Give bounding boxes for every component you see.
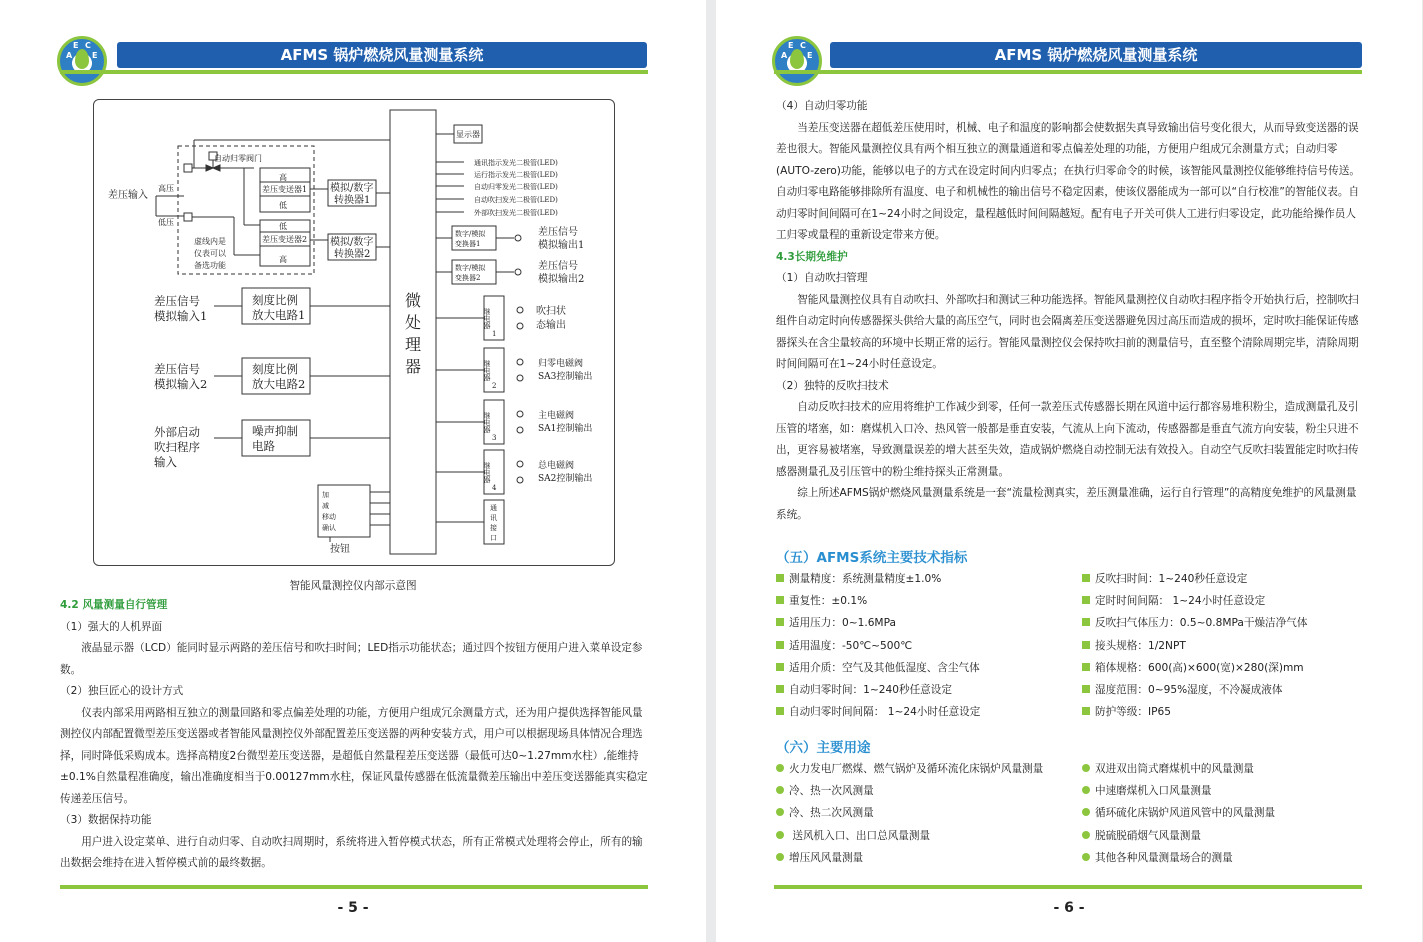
header-band: AFMS 锅炉燃烧风量测量系统 — [117, 42, 647, 68]
svg-text:模拟输出1: 模拟输出1 — [538, 240, 585, 251]
list-item: 冷、热一次风测量 — [776, 780, 1043, 802]
diagram-caption: 智能风量测控仪内部示意图 — [289, 580, 417, 592]
list-item: 定时时间间隔： 1~24小时任意设定 — [1082, 590, 1307, 612]
svg-text:外部启动: 外部启动 — [154, 425, 200, 439]
svg-text:差压信号: 差压信号 — [538, 261, 578, 272]
aece-logo: A E C E — [772, 36, 822, 86]
cpu-label: 微 — [405, 291, 422, 310]
svg-text:通讯指示发光二极管(LED): 通讯指示发光二极管(LED) — [474, 159, 558, 167]
svg-text:数字/模拟: 数字/模拟 — [455, 230, 486, 238]
svg-text:刻度比例: 刻度比例 — [252, 362, 298, 376]
page-number: - 5 - — [337, 900, 369, 916]
svg-text:显示器: 显示器 — [456, 130, 480, 139]
svg-text:总电磁阀: 总电磁阀 — [538, 461, 575, 471]
section-4-4-title: （4）自动归零功能 — [776, 100, 868, 112]
list-item: 反吹扫气体压力：0.5~0.8MPa干燥洁净气体 — [1082, 612, 1307, 634]
svg-text:口: 口 — [490, 534, 497, 542]
list-item: 接头规格：1/2NPT — [1082, 635, 1307, 657]
svg-text:SA3控制输出: SA3控制输出 — [538, 372, 593, 382]
list-item: 自动归零时间间隔： 1~24小时任意设定 — [776, 701, 980, 723]
svg-text:主电磁阀: 主电磁阀 — [538, 411, 575, 421]
header-band: AFMS 锅炉燃烧风量测量系统 — [830, 42, 1362, 68]
list-item: 冷、热二次风测量 — [776, 802, 1043, 824]
list-item: 反吹扫时间：1~240秒任意设定 — [1082, 568, 1307, 590]
svg-text:SA2控制输出: SA2控制输出 — [538, 474, 593, 484]
svg-text:虚线内是: 虚线内是 — [194, 237, 226, 246]
svg-text:吹扫状: 吹扫状 — [536, 306, 566, 317]
list-item: 适用介质：空气及其他低湿度、含尘气体 — [776, 657, 980, 679]
list-item: 适用压力：0~1.6MPa — [776, 612, 980, 634]
svg-text:理: 理 — [405, 335, 422, 354]
svg-text:继电器: 继电器 — [483, 462, 491, 483]
svg-text:刻度比例: 刻度比例 — [252, 293, 298, 307]
svg-text:2: 2 — [492, 382, 497, 390]
svg-text:移动: 移动 — [322, 513, 336, 521]
page6-body: （4）自动归零功能 当差压变送器在超低差压使用时，机械、电子和温度的影响都会使数据失真导致输出信号变化很大，从而导致变送器的误差也很大。智能风量测控仪具有两个相互独立的测量通道和零点偏差处理的功能，方便用户组成冗余测量方式；自动归零(AUTO-zero)功能，能够以电子的方式在设定时间内归零点；在执行归零命令的时候，该智能风量测控仪能够维持信号传送。自动归零电路能够排除所有温度、电子和机械性的输出信号不稳定因素，使该仪器能成为一部可以“自行校准”的智能仪表。自动归零时间间隔可在1~24小时之间设定，量程越低时间间隔越短。配有电子开关可供人工进行归零设定，此功能给操作员人工归零或量程的重新设定带来方便。 4.3长期免维护 （1）自动吹扫管理 智能风量测控仪具有自动吹扫、外部吹扫和测试三种功能选择。智能风量测控仪自动吹扫程序指令开始执行后，控制吹扫组件自动定时向传感器探头供给大量的高压空气，同时也会隔离差压变送器避免因过高压而造成的损坏，定时吹扫能保证传感器探头在含尘量较高的环境中长期正常的运行。智能风量测控仪会保持吹扫前的测量信号，直至整个清除周期完毕，清除周期时间间隔可在1~24小时任意设定。 （2）独特的反吹扫技术 自动反吹扫技术的应用将维护工作减少到零，任何一款差压式传感器长期在风道中运行都容易堆积粉尘，造成测量孔及引压管的堵塞，如：磨煤机入口冷、热风管一般都是垂直安装，气流从上向下流动，传感器都是垂直气流方向安装，粉尘只进不出，更容易被堵塞，导致测量误差的增大甚至失效，造成锅炉燃烧自动控制无法有效投入。自动空气反吹扫装置能定时吹扫传感器测量孔及引压管中的粉尘维持探头正常测量。 综上所述AFMS锅炉燃烧风量测量系统是一套“流量检测真实，差压测量准确，运行自行管理”的高精度免维护的风量测量系统。 — [776, 96, 1364, 526]
svg-text:通: 通 — [490, 504, 497, 512]
use-heading: （六）主要用途 — [776, 740, 871, 756]
svg-text:运行指示发光二极管(LED): 运行指示发光二极管(LED) — [474, 171, 558, 179]
svg-text:差压信号: 差压信号 — [154, 294, 200, 308]
list-item: 火力发电厂燃煤、燃气锅炉及循环流化床锅炉风量测量 — [776, 758, 1043, 780]
svg-text:转换器1: 转换器1 — [334, 195, 371, 206]
list-item: 适用温度：-50℃~500℃ — [776, 635, 980, 657]
list-item: 双进双出筒式磨煤机中的风量测量 — [1082, 758, 1275, 780]
svg-text:继电器: 继电器 — [483, 360, 491, 381]
svg-text:放大电路2: 放大电路2 — [252, 377, 306, 391]
svg-text:模拟输入2: 模拟输入2 — [154, 377, 208, 391]
header-rule — [60, 70, 648, 74]
svg-text:继电器: 继电器 — [483, 412, 491, 433]
svg-text:讯: 讯 — [490, 514, 497, 522]
svg-text:外部吹扫发光二极管(LED): 外部吹扫发光二极管(LED) — [474, 209, 558, 217]
svg-text:低压: 低压 — [158, 218, 174, 227]
svg-text:按钮: 按钮 — [330, 544, 350, 555]
svg-text:减: 减 — [322, 502, 329, 510]
svg-text:4: 4 — [492, 484, 497, 492]
svg-text:高: 高 — [279, 173, 287, 182]
aece-logo: A E C E — [57, 36, 107, 86]
svg-text:输入: 输入 — [154, 455, 177, 469]
footer-rule — [774, 885, 1362, 889]
block-diagram — [93, 99, 615, 566]
list-item: 中速磨煤机入口风量测量 — [1082, 780, 1275, 802]
svg-text:模拟输出2: 模拟输出2 — [538, 274, 585, 285]
list-item: 增压风风量测量 — [776, 847, 1043, 869]
svg-text:差压变送器2: 差压变送器2 — [262, 235, 308, 244]
svg-text:器: 器 — [405, 357, 422, 376]
svg-text:态输出: 态输出 — [536, 320, 566, 331]
svg-text:仪表可以: 仪表可以 — [194, 249, 226, 258]
svg-text:噪声抑制: 噪声抑制 — [252, 424, 298, 438]
svg-text:1: 1 — [492, 330, 497, 338]
list-item: 其他各种风量测量场合的测量 — [1082, 847, 1275, 869]
list-item: 湿度范围：0~95%湿度，不冷凝成液体 — [1082, 679, 1307, 701]
list-item: 脱硫脱硝烟气风量测量 — [1082, 825, 1275, 847]
svg-text:高: 高 — [279, 255, 287, 264]
svg-text:接: 接 — [490, 524, 497, 532]
svg-text:低: 低 — [279, 201, 287, 210]
svg-text:变换器2: 变换器2 — [455, 274, 481, 282]
header-rule — [774, 70, 1362, 74]
spec-heading: （五）AFMS系统主要技术指标 — [776, 550, 968, 566]
svg-text:电路: 电路 — [252, 439, 275, 453]
svg-text:备选功能: 备选功能 — [194, 261, 226, 270]
spec-list-left — [776, 568, 980, 723]
svg-text:加: 加 — [322, 491, 329, 499]
svg-text:模拟输入1: 模拟输入1 — [154, 309, 208, 323]
list-item: 重复性：±0.1% — [776, 590, 980, 612]
use-list-right — [1082, 758, 1275, 869]
svg-text:处: 处 — [405, 313, 422, 332]
svg-text:模拟/数字: 模拟/数字 — [330, 183, 374, 194]
svg-text:归零电磁阀: 归零电磁阀 — [538, 359, 584, 369]
svg-text:差压输入: 差压输入 — [108, 190, 148, 201]
page5-body: 4.2 风量测量自行管理 （1）强大的人机界面 液晶显示器（LCD）能同时显示两路的差压信号和吹扫时间；LED指示功能状态；通过四个按钮方便用户进入菜单设定参数。 （2）独巨匠心的设计方式 仪表内部采用两路相互独立的测量回路和零点偏差处理的功能，方便用户组成冗余测量方式，还为用户提供选择智能风量测控仪内部配置微型差压变送器或者智能风量测控仪外部配置差压变送器的两种安装方式，用户可以根据现场具体情况合理选择，同时降低采购成本。选择高精度2台微型差压变送器，是超低自然量程差压变送器（最低可达0~1.27mm水柱）,能维持±0.1%自然量程准确度，输出准确度相当于0.00127mm水柱，保证风量传感器在低流量微差压输出中差压变送器能真实稳定传递差压信号。 （3）数据保持功能 用户进入设定菜单、进行自动归零、自动吹扫周期时，系统将进入暂停模式状态，所有正常模式处理将会停止，所有的输出数据会维持在进入暂停模式前的最终数据。 — [60, 595, 648, 875]
svg-text:模拟/数字: 模拟/数字 — [330, 237, 374, 248]
svg-text:低: 低 — [279, 222, 287, 231]
svg-text:继电器: 继电器 — [483, 308, 491, 329]
page-number: - 6 - — [1053, 900, 1085, 916]
svg-text:差压变送器1: 差压变送器1 — [262, 185, 308, 194]
list-item: 循环硫化床锅炉风道风管中的风量测量 — [1082, 802, 1275, 824]
svg-text:差压信号: 差压信号 — [154, 362, 200, 376]
label-auto-zero: 自动归零阀门 — [214, 154, 262, 163]
footer-rule — [60, 885, 648, 889]
spec-list-right — [1082, 568, 1307, 723]
page-6 — [716, 0, 1422, 942]
list-item: 送风机入口、出口总风量测量 — [776, 825, 1043, 847]
svg-text:3: 3 — [492, 434, 497, 442]
page-5 — [0, 0, 706, 942]
svg-text:高压: 高压 — [158, 184, 174, 193]
svg-text:变换器1: 变换器1 — [455, 240, 481, 248]
svg-text:数字/模拟: 数字/模拟 — [455, 264, 486, 272]
svg-text:SA1控制输出: SA1控制输出 — [538, 424, 593, 434]
list-item: 自动归零时间：1~240秒任意设定 — [776, 679, 980, 701]
svg-text:自动归零发光二极管(LED): 自动归零发光二极管(LED) — [474, 183, 558, 191]
section-4-3-title: 4.3长期免维护 — [776, 250, 848, 263]
list-item: 箱体规格：600(高)×600(宽)×280(深)mm — [1082, 657, 1307, 679]
svg-text:吹扫程序: 吹扫程序 — [154, 440, 200, 454]
svg-text:差压信号: 差压信号 — [538, 227, 578, 238]
section-4-2-title: 4.2 风量测量自行管理 — [60, 599, 168, 611]
diagram-svg — [94, 100, 614, 565]
list-item: 测量精度：系统测量精度±1.0% — [776, 568, 980, 590]
svg-text:确认: 确认 — [322, 524, 336, 532]
list-item: 防护等级：IP65 — [1082, 701, 1307, 723]
svg-text:放大电路1: 放大电路1 — [252, 308, 306, 322]
svg-text:转换器2: 转换器2 — [334, 249, 371, 260]
use-list-left — [776, 758, 1043, 869]
svg-text:自动吹扫发光二极管(LED): 自动吹扫发光二极管(LED) — [474, 196, 558, 204]
